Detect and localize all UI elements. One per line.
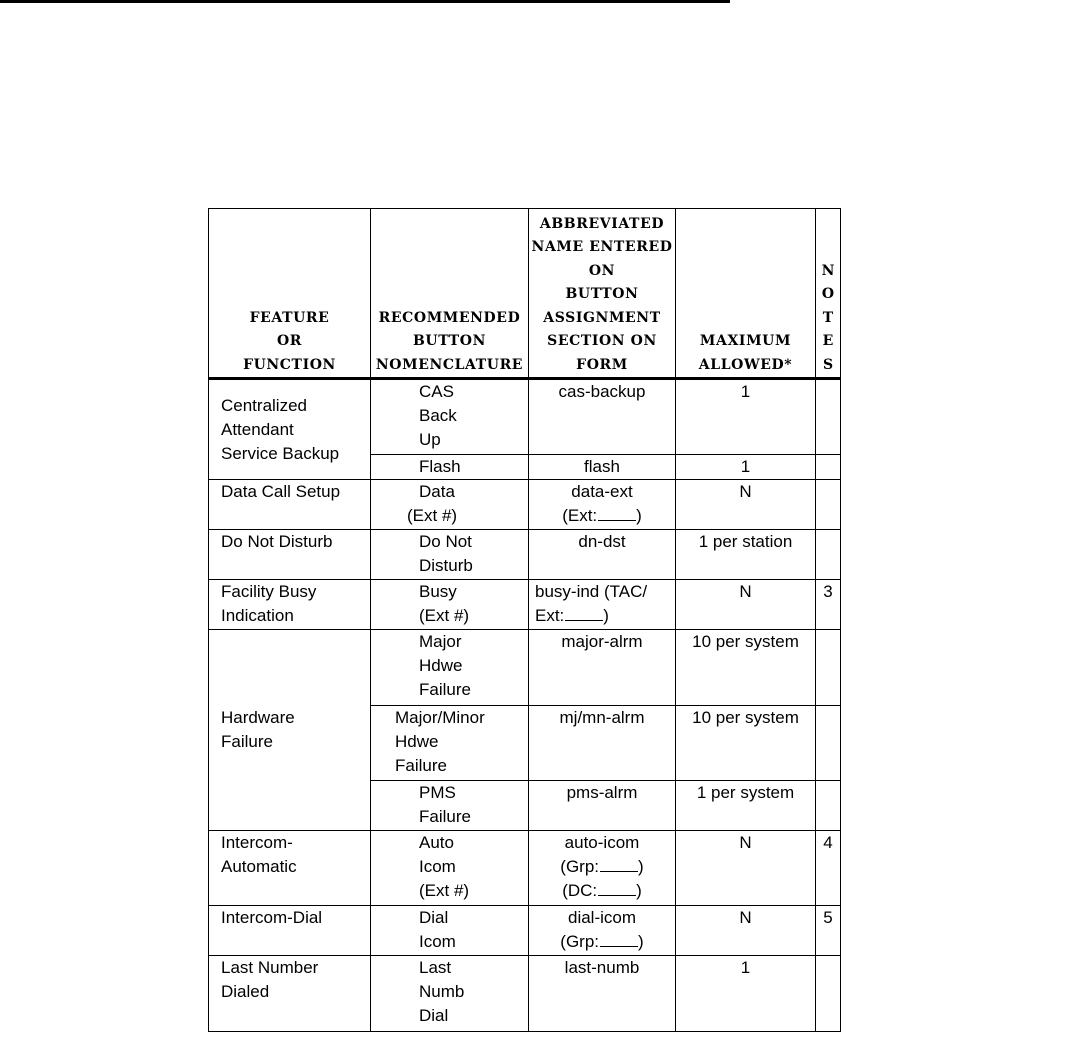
blank-field [598, 880, 636, 896]
blank-field [565, 605, 603, 621]
blank-field [600, 931, 638, 947]
button-cell: PMS Failure [371, 781, 529, 831]
abbr-cell: cas-backup [529, 379, 676, 455]
button-cell: Flash [371, 455, 529, 480]
notes-cell [816, 956, 841, 1032]
max-cell: N [676, 480, 816, 530]
header-abbreviated-name: ABBREVIATED NAME ENTERED ON BUTTON ASSIGNMENT SECTION ON FORM [529, 209, 676, 379]
button-cell: Last Numb Dial [371, 956, 529, 1032]
feature-cell: Intercom- Automatic [209, 831, 371, 906]
max-cell: 10 per system [676, 630, 816, 706]
button-cell: Dial Icom [371, 906, 529, 956]
table-row [209, 956, 841, 1032]
button-cell: Data (Ext #) [371, 480, 529, 530]
feature-cell: Centralized Attendant Service Backup [209, 379, 371, 480]
feature-cell: Do Not Disturb [209, 530, 371, 580]
header-button: RECOMMENDED BUTTON NOMENCLATURE [371, 209, 529, 379]
abbr-cell: auto-icom (Grp: ) (DC: ) [529, 831, 676, 906]
notes-cell [816, 781, 841, 831]
feature-cell: Intercom-Dial [209, 906, 371, 956]
abbr-cell: last-numb [529, 956, 676, 1032]
table-row [209, 480, 841, 530]
feature-cell: Data Call Setup [209, 480, 371, 530]
feature-cell: Last Number Dialed [209, 956, 371, 1032]
max-cell: 1 [676, 956, 816, 1032]
max-cell: 1 [676, 455, 816, 480]
button-cell: Major Hdwe Failure [371, 630, 529, 706]
blank-field [598, 505, 636, 521]
button-cell: Major/Minor Hdwe Failure [371, 706, 529, 781]
max-cell: 1 per station [676, 530, 816, 580]
abbr-cell: busy-ind (TAC/ Ext: ) [529, 580, 676, 630]
notes-cell [816, 530, 841, 580]
notes-cell [816, 706, 841, 781]
button-cell: CAS Back Up [371, 379, 529, 455]
abbr-cell: major-alrm [529, 630, 676, 706]
notes-cell: 5 [816, 906, 841, 956]
header-feature: FEATURE OR FUNCTION [209, 209, 371, 379]
table-row [209, 580, 841, 630]
max-cell: 1 per system [676, 781, 816, 831]
notes-cell [816, 630, 841, 706]
button-cell: Do Not Disturb [371, 530, 529, 580]
notes-cell [816, 480, 841, 530]
feature-cell: Hardware Failure [209, 630, 371, 831]
max-cell: 1 [676, 379, 816, 455]
top-rule [0, 0, 730, 3]
abbr-cell: mj/mn-alrm [529, 706, 676, 781]
table-row [209, 630, 841, 706]
blank-field [600, 856, 638, 872]
feature-cell: Facility Busy Indication [209, 580, 371, 630]
abbr-cell: data-ext (Ext: ) [529, 480, 676, 530]
max-cell: N [676, 831, 816, 906]
notes-cell: 3 [816, 580, 841, 630]
header-notes: N O T E S [816, 209, 841, 379]
header-row [209, 209, 841, 379]
max-cell: N [676, 580, 816, 630]
max-cell: 10 per system [676, 706, 816, 781]
table-row [209, 831, 841, 906]
button-cell: Busy (Ext #) [371, 580, 529, 630]
notes-cell [816, 379, 841, 455]
abbr-cell: flash [529, 455, 676, 480]
table-row [209, 379, 841, 455]
table-row [209, 530, 841, 580]
abbr-cell: dial-icom (Grp: ) [529, 906, 676, 956]
button-assignment-table [208, 208, 841, 1032]
max-cell: N [676, 906, 816, 956]
table-row [209, 906, 841, 956]
notes-cell [816, 455, 841, 480]
header-maximum: MAXIMUM ALLOWED* [676, 209, 816, 379]
abbr-cell: pms-alrm [529, 781, 676, 831]
abbr-cell: dn-dst [529, 530, 676, 580]
notes-cell: 4 [816, 831, 841, 906]
button-cell: Auto Icom (Ext #) [371, 831, 529, 906]
